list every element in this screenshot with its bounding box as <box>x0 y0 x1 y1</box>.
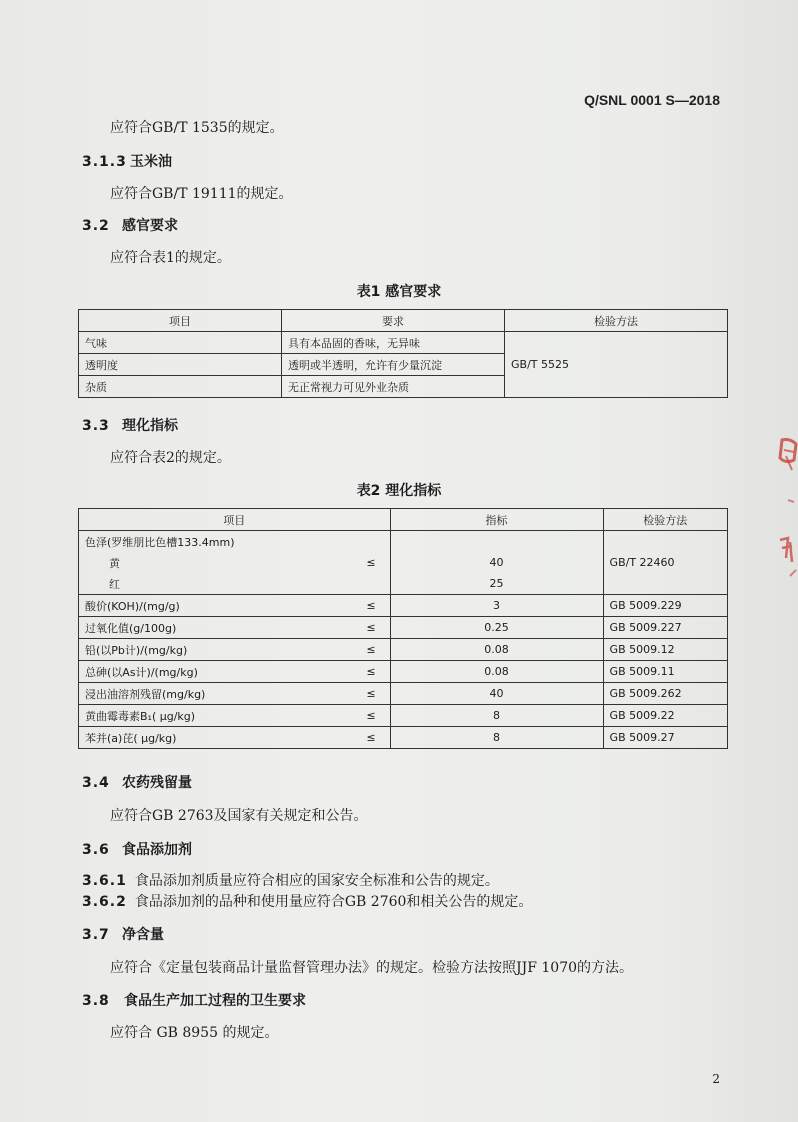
item-cell: 过氧化值(g/100g) <box>79 617 334 639</box>
paragraph: 应符合表1的规定。 <box>110 250 231 266</box>
table-row <box>79 683 728 705</box>
table-header-cell: 检验方法 <box>505 310 728 332</box>
le-sign: ≤ <box>333 639 390 661</box>
section-title: 净含量 <box>122 927 164 943</box>
subclause-text: 食品添加剂的品种和使用量应符合GB 2760和相关公告的规定。 <box>134 894 533 910</box>
table-row <box>79 531 728 553</box>
section-title: 农药残留量 <box>122 775 192 791</box>
table-row <box>79 639 728 661</box>
value-cell: 0.08 <box>390 661 603 683</box>
section-number: 3.3 <box>82 418 110 434</box>
section-title: 玉米油 <box>130 154 172 170</box>
section-title: 食品生产加工过程的卫生要求 <box>124 993 306 1009</box>
paragraph: 应符合GB/T 19111的规定。 <box>110 186 293 202</box>
item-cell: 苯并(a)芘( μg/kg) <box>79 727 334 749</box>
section-number: 3.1.3 <box>82 154 127 170</box>
table-header-cell: 要求 <box>282 310 505 332</box>
method-cell: GB 5009.12 <box>603 639 727 661</box>
value-cell: 8 <box>390 705 603 727</box>
empty-cell <box>333 573 390 595</box>
section-number: 3.2 <box>82 218 110 234</box>
subclause-number: 3.6.2 <box>82 894 127 910</box>
item-cell: 黄曲霉毒素B₁( μg/kg) <box>79 705 334 727</box>
item-cell: 黄 <box>79 552 334 573</box>
table-header-row <box>79 509 728 531</box>
subclause-3-6-2 <box>82 891 532 911</box>
value-cell: 40 <box>390 683 603 705</box>
value-cell <box>390 531 603 553</box>
section-number: 3.4 <box>82 775 110 791</box>
section-number: 3.8 <box>82 993 110 1009</box>
method-cell: GB 5009.27 <box>603 727 727 749</box>
method-cell: GB/T 22460 <box>603 531 727 595</box>
table-header-cell: 指标 <box>390 509 603 531</box>
le-sign: ≤ <box>333 661 390 683</box>
section-heading-3-3 <box>82 415 178 435</box>
table-header-cell: 检验方法 <box>603 509 727 531</box>
red-seal-stamp-edge <box>772 430 798 590</box>
paragraph: 应符合表2的规定。 <box>110 450 231 466</box>
requirement-cell: 无正常视力可见外业杂质 <box>282 376 505 398</box>
section-title: 感官要求 <box>122 218 178 234</box>
item-cell: 透明度 <box>79 354 282 376</box>
item-cell: 杂质 <box>79 376 282 398</box>
value-cell: 3 <box>390 595 603 617</box>
requirement-cell: 透明或半透明，允许有少量沉淀 <box>282 354 505 376</box>
item-cell: 浸出油溶剂残留(mg/kg) <box>79 683 334 705</box>
le-sign: ≤ <box>333 617 390 639</box>
standard-code: Q/SNL 0001 S—2018 <box>584 92 720 108</box>
method-cell: GB 5009.22 <box>603 705 727 727</box>
item-cell: 铅(以Pb计)/(mg/kg) <box>79 639 334 661</box>
paragraph: 应符合GB/T 1535的规定。 <box>110 120 284 136</box>
method-cell: GB 5009.262 <box>603 683 727 705</box>
le-sign: ≤ <box>333 727 390 749</box>
section-number: 3.6 <box>82 842 110 858</box>
le-sign: ≤ <box>333 595 390 617</box>
table-row <box>79 727 728 749</box>
section-heading-3-6 <box>82 839 192 859</box>
table-header-cell: 项目 <box>79 509 391 531</box>
section-heading-3-7 <box>82 924 164 944</box>
value-cell: 0.25 <box>390 617 603 639</box>
page-number: 2 <box>712 1072 720 1086</box>
section-title: 食品添加剂 <box>122 842 192 858</box>
value-cell: 8 <box>390 727 603 749</box>
table-row <box>79 661 728 683</box>
method-cell: GB 5009.11 <box>603 661 727 683</box>
paragraph: 应符合 GB 8955 的规定。 <box>110 1025 279 1041</box>
paragraph: 应符合GB 2763及国家有关规定和公告。 <box>110 808 368 824</box>
method-cell: GB 5009.227 <box>603 617 727 639</box>
sensory-table <box>78 309 728 398</box>
item-cell: 酸价(KOH)/(mg/g) <box>79 595 334 617</box>
table-row <box>79 617 728 639</box>
item-cell: 总砷(以As计)/(mg/kg) <box>79 661 334 683</box>
subclause-3-6-1 <box>82 870 499 890</box>
paragraph: 应符合《定量包装商品计量监督管理办法》的规定。检验方法按照JJF 1070的方法。 <box>110 960 634 976</box>
section-number: 3.7 <box>82 927 110 943</box>
table-row <box>79 595 728 617</box>
table-header-cell: 项目 <box>79 310 282 332</box>
table-header-row <box>79 310 728 332</box>
le-sign: ≤ <box>333 552 390 573</box>
item-cell: 色泽(罗维朋比色槽133.4mm) <box>79 531 391 553</box>
method-cell: GB/T 5525 <box>505 332 728 398</box>
table2-caption: 表2 理化指标 <box>356 483 442 499</box>
table1-caption: 表1 感官要求 <box>356 284 442 300</box>
section-title: 理化指标 <box>122 418 178 434</box>
item-cell: 红 <box>79 573 334 595</box>
requirement-cell: 具有本品固的香味，无异味 <box>282 332 505 354</box>
section-heading-3-1-3 <box>82 151 172 171</box>
value-cell: 40 <box>390 552 603 573</box>
section-heading-3-4 <box>82 772 192 792</box>
table-row <box>79 332 728 354</box>
section-heading-3-2 <box>82 215 178 235</box>
le-sign: ≤ <box>333 705 390 727</box>
value-cell: 0.08 <box>390 639 603 661</box>
subclause-text: 食品添加剂质量应符合相应的国家安全标准和公告的规定。 <box>134 873 499 889</box>
item-cell: 气味 <box>79 332 282 354</box>
section-heading-3-8 <box>82 990 306 1010</box>
value-cell: 25 <box>390 573 603 595</box>
subclause-number: 3.6.1 <box>82 873 127 889</box>
le-sign: ≤ <box>333 683 390 705</box>
method-cell: GB 5009.229 <box>603 595 727 617</box>
table-row <box>79 705 728 727</box>
physicochemical-table <box>78 508 728 749</box>
